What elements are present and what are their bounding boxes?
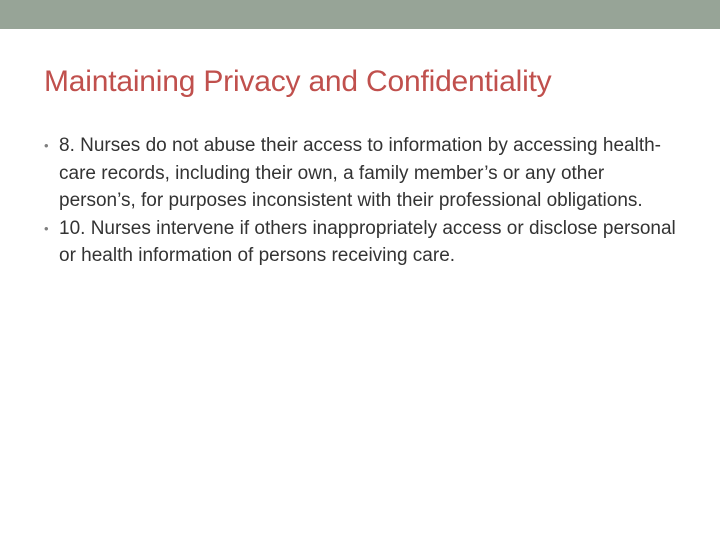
slide-title: Maintaining Privacy and Confidentiality (44, 65, 552, 98)
bullet-text: 8. Nurses do not abuse their access to information by accessing health-care records, including their own, a family member’s or any other person’s, for purposes inconsistent with their professional obligations. (59, 135, 661, 211)
bullet-text: 10. Nurses intervene if others inappropriately access or disclose personal or health information of persons receiving care. (59, 217, 676, 266)
bullet-item (44, 215, 684, 270)
bullet-item (44, 132, 684, 215)
bullet-icon: • (44, 138, 49, 153)
top-accent-bar (0, 0, 720, 29)
bullet-icon: • (44, 220, 49, 236)
bullet-list (44, 132, 684, 270)
